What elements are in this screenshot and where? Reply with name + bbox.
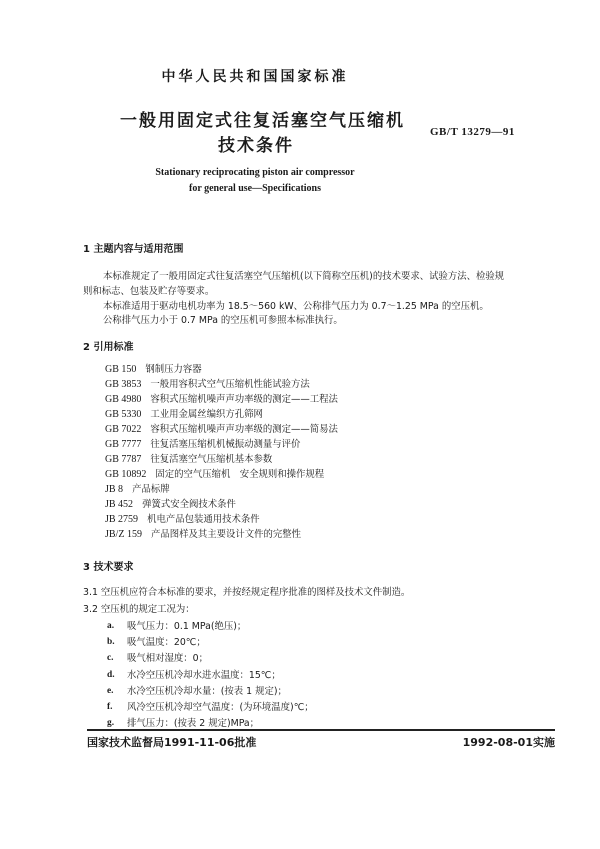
item-text: 风冷空压机冷却空气温度：(为环境温度)℃； — [127, 702, 314, 713]
reference-code: JB 8 — [105, 484, 124, 495]
reference-code: GB 7787 — [105, 454, 142, 465]
reference-code: JB 2759 — [105, 514, 139, 525]
item-text: 水冷空压机冷却水进水温度：15℃； — [127, 669, 281, 681]
reference-title: 容积式压缩机噪声声功率级的测定——工程法 — [150, 394, 338, 405]
reference-code: GB 10892 — [105, 469, 147, 480]
reference-code: GB 7022 — [105, 424, 142, 435]
reference-title: 一般用容积式空气压缩机性能试验方法 — [150, 379, 310, 390]
reference-item — [105, 380, 310, 390]
reference-item — [105, 455, 272, 465]
reference-item — [105, 410, 263, 420]
paragraph-line: 本标准规定了一般用固定式往复活塞空气压缩机(以下简称空压机)的技术要求、试验方法、检验规 — [103, 271, 505, 282]
document-subtitle: 技术条件 — [218, 136, 294, 156]
reference-code: GB 4980 — [105, 394, 142, 405]
reference-code: JB 452 — [105, 499, 134, 510]
reference-item — [105, 470, 324, 480]
item-text: 吸气温度：20℃； — [127, 637, 206, 649]
reference-item — [105, 485, 170, 495]
reference-code: GB 5330 — [105, 409, 142, 420]
clause-3-1: 3.1 空压机应符合本标准的要求，并按经规定程序批准的图样及技术文件制造。 — [83, 587, 411, 598]
footer-divider — [87, 729, 555, 731]
section-2-heading: 2 引用标准 — [83, 342, 134, 353]
reference-item — [105, 440, 300, 450]
item-letter: a. — [107, 621, 115, 631]
item-letter: f. — [107, 702, 113, 712]
item-letter: g. — [107, 718, 115, 729]
reference-code: GB 7777 — [105, 439, 142, 450]
item-letter: e. — [107, 685, 114, 696]
item-letter: c. — [107, 653, 114, 664]
reference-title: 弹簧式安全阀技术条件 — [142, 499, 236, 510]
reference-title: 工业用金属丝编织方孔筛网 — [150, 409, 263, 420]
section-3-heading: 3 技术要求 — [83, 562, 134, 573]
item-letter: d. — [107, 669, 115, 680]
reference-title: 产品标牌 — [132, 484, 170, 495]
reference-title: 往复活塞压缩机机械振动测量与评价 — [150, 439, 301, 450]
item-text: 吸气压力：0.1 MPa(绝压)； — [127, 621, 247, 632]
reference-item — [105, 500, 236, 510]
reference-code: GB 3853 — [105, 379, 142, 390]
english-title-line1: Stationary reciprocating piston air compressor — [155, 167, 355, 178]
national-standard-label: 中华人民共和国国家标准 — [161, 69, 349, 85]
reference-title: 往复活塞空气压缩机基本参数 — [150, 454, 273, 465]
paragraph-line: 则和标志、包装及贮存等要求。 — [83, 286, 215, 297]
reference-item — [105, 515, 260, 525]
reference-item — [105, 530, 301, 540]
english-title-line2: for general use—Specifications — [188, 183, 322, 194]
reference-title: 钢制压力容器 — [145, 364, 202, 375]
item-letter: b. — [107, 637, 115, 648]
reference-title: 固定的空气压缩机 安全规则和操作规程 — [155, 469, 325, 480]
item-text: 水冷空压机冷却水量：(按表 1 规定)； — [127, 685, 287, 697]
reference-code: GB 150 — [105, 364, 137, 375]
paragraph-line: 本标准适用于驱动电机功率为 18.5～560 kW、公称排气压力为 0.7～1.25 MPa 的空压机。 — [103, 301, 489, 312]
reference-item — [105, 425, 338, 435]
reference-item — [105, 365, 202, 375]
approval-date: 国家技术监督局1991-11-06批准 — [87, 736, 257, 749]
item-text: 排气压力：(按表 2 规定)MPa； — [127, 718, 260, 730]
paragraph-line: 公称排气压力小于 0.7 MPa 的空压机可参照本标准执行。 — [103, 315, 343, 326]
reference-item — [105, 395, 338, 405]
reference-title: 产品图样及其主要设计文件的完整性 — [150, 529, 301, 540]
item-text: 吸气相对湿度：0； — [127, 653, 208, 665]
effective-date: 1992-08-01实施 — [462, 736, 555, 749]
standard-code: GB/T 13279—91 — [430, 126, 515, 138]
clause-3-2: 3.2 空压机的规定工况为： — [83, 604, 195, 615]
section-1-heading: 1 主题内容与适用范围 — [83, 244, 184, 255]
reference-code: JB/Z 159 — [105, 529, 142, 540]
document-title: 一般用固定式往复活塞空气压缩机 — [120, 111, 405, 131]
reference-title: 容积式压缩机噪声声功率级的测定——简易法 — [150, 424, 338, 435]
reference-title: 机电产品包装通用技术条件 — [147, 514, 260, 525]
